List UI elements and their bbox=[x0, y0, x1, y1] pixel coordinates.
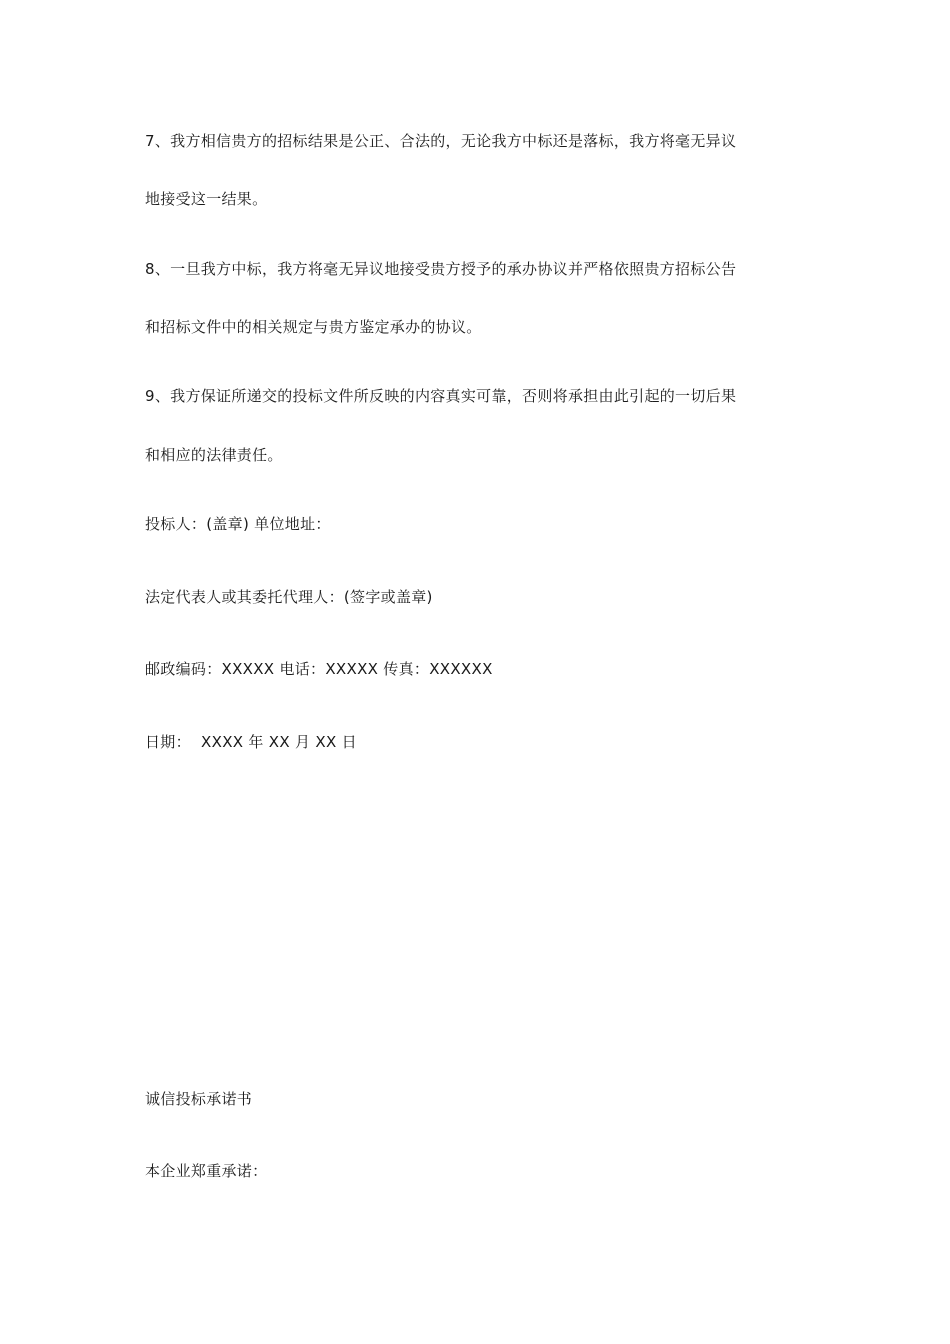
item-8-line-1: 8、一旦我方中标，我方将毫无异议地接受贵方授予的承办协议并严格依照贵方招标公告 bbox=[145, 260, 737, 278]
item-9-line-2: 和相应的法律责任。 bbox=[145, 446, 283, 464]
item-9-line-1: 9、我方保证所递交的投标文件所反映的内容真实可靠，否则将承担由此引起的一切后果 bbox=[145, 387, 737, 405]
representative-line: 法定代表人或其委托代理人：(签字或盖章) bbox=[145, 588, 433, 606]
bidder-line: 投标人：(盖章) 单位地址： bbox=[145, 515, 331, 533]
contact-line: 邮政编码：XXXXX 电话：XXXXX 传真：XXXXXX bbox=[145, 660, 493, 678]
item-7-line-1: 7、我方相信贵方的招标结果是公正、合法的，无论我方中标还是落标，我方将毫无异议 bbox=[145, 132, 737, 150]
section-title: 诚信投标承诺书 bbox=[145, 1090, 253, 1108]
date-line: 日期： XXXX 年 XX 月 XX 日 bbox=[145, 733, 357, 751]
commitment-intro: 本企业郑重承诺： bbox=[145, 1162, 268, 1180]
item-7-line-2: 地接受这一结果。 bbox=[145, 190, 268, 208]
item-8-line-2: 和招标文件中的相关规定与贵方鉴定承办的协议。 bbox=[145, 318, 482, 336]
